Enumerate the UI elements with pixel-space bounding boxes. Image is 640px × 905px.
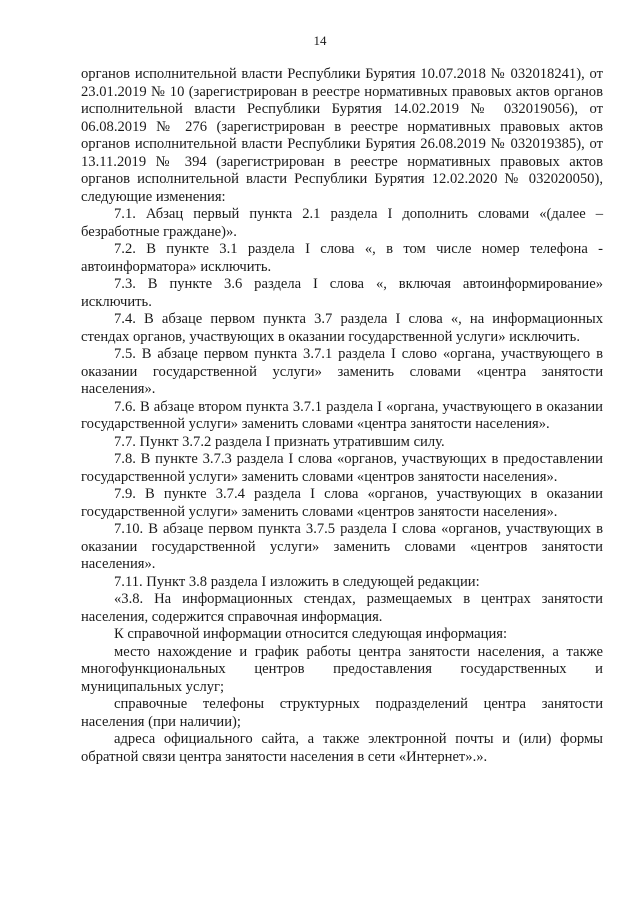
paragraph-7-6: 7.6. В абзаце втором пункта 3.7.1 раздела I «органа, участвующего в оказании государственной услуги» заменить словами «центра занятости населения».	[81, 398, 603, 432]
document-body	[81, 66, 603, 766]
page-number: 14	[313, 33, 327, 48]
paragraph-7-11: 7.11. Пункт 3.8 раздела I изложить в следующей редакции:	[114, 573, 480, 590]
paragraph-7-3: 7.3. В пункте 3.6 раздела I слова «, включая автоинформирование» исключить.	[81, 276, 603, 310]
paragraph-7-4: 7.4. В абзаце первом пункта 3.7 раздела I слова «, на информационных стендах органов, участвующих в оказании государственной услуги» исключить.	[81, 311, 603, 345]
paragraph-7-7: 7.7. Пункт 3.7.2 раздела I признать утратившим силу.	[114, 433, 445, 450]
paragraph-7-1: 7.1. Абзац первый пункта 2.1 раздела I дополнить словами «(далее – безработные граждане)».	[81, 206, 603, 240]
paragraph-7-8: 7.8. В пункте 3.7.3 раздела I слова «органов, участвующих в предоставлении государственной услуги» заменить словами «центров занятости населения».	[81, 451, 603, 485]
paragraph-addresses: адреса официального сайта, а также электронной почты и (или) формы обратной связи центра занятости населения в сети «Интернет».».	[81, 731, 603, 765]
paragraph-7-2: 7.2. В пункте 3.1 раздела I слова «, в том числе номер телефона - автоинформатора» исключить.	[81, 241, 603, 275]
paragraph-preamble: органов исполнительной власти Республики Бурятия 10.07.2018 № 032018241), от 23.01.2019 № 10 (зарегистрирован в реестре нормативных правовых актов органов исполнительной власти Республики Бурятия 14.02.2019 № 032019056), от 06.08.2019 № 276 (зарегистрирован в реестре нормативных правовых актов органов исполнительной власти Республики Бурятия 26.08.2019 № 032019385), от 13.11.2019 № 394 (зарегистрирован в реестре нормативных правовых актов органов исполнительной власти Республики Бурятия 12.02.2020 № 032020050), следующие изменения:	[81, 66, 603, 205]
paragraph-7-10: 7.10. В абзаце первом пункта 3.7.5 раздела I слова «органов, участвующих в оказании государственной услуги» заменить словами «центров занятости населения».	[81, 521, 603, 572]
paragraph-7-9: 7.9. В пункте 3.7.4 раздела I слова «органов, участвующих в оказании государственной услуги» заменить словами «центров занятости населения».	[81, 486, 603, 520]
paragraph-location: место нахождение и график работы центра занятости населения, а также многофункциональных центров предоставления государственных и муниципальных услуг;	[81, 643, 603, 695]
paragraph-phones: справочные телефоны структурных подразделений центра занятости населения (при наличии);	[81, 696, 603, 730]
paragraph-7-5: 7.5. В абзаце первом пункта 3.7.1 раздела I слово «органа, участвующего в оказании государственной услуги» заменить словами «центра занятости населения».	[81, 346, 603, 397]
paragraph-reference-info: К справочной информации относится следующая информация:	[114, 626, 508, 642]
paragraph-3-8-quote: «3.8. На информационных стендах, размещаемых в центрах занятости населения, содержится справочная информация.	[81, 591, 603, 625]
